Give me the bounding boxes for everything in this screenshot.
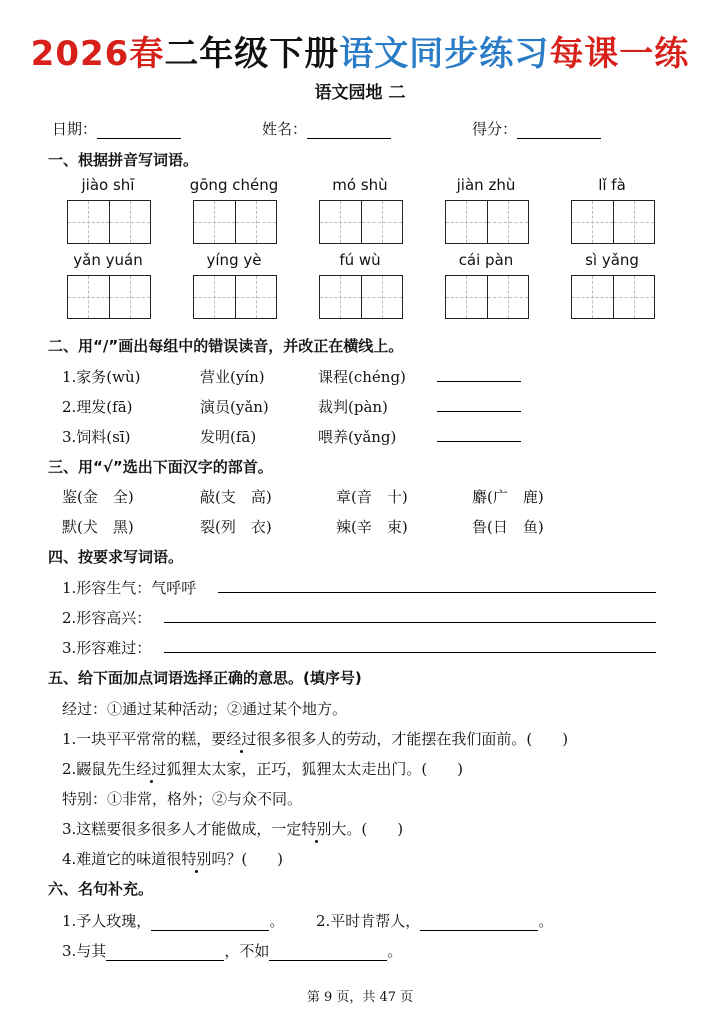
tianzige-box[interactable] — [319, 200, 403, 244]
pinyin-label: jiàn zhù — [456, 176, 516, 194]
section4-heading: 四、按要求写词语。 — [48, 548, 184, 566]
tianzige-box[interactable] — [193, 275, 277, 319]
dotted-word: 经过 — [136, 760, 167, 778]
section1-heading: 一、根据拼音写词语。 — [48, 151, 199, 169]
pinyin-label: jiào shī — [81, 176, 135, 194]
section5-heading: 五、给下面加点词语选择正确的意思。(填序号) — [48, 669, 362, 687]
quote-3: 3.与其 ，不如 。 — [62, 942, 403, 960]
word-item: 裁判(pàn) — [318, 398, 388, 416]
page-title — [0, 26, 720, 75]
radical-item: 章(音 十) — [336, 488, 408, 506]
pinyin-label: sì yǎng — [585, 251, 639, 269]
pinyin-label: mó shù — [332, 176, 388, 194]
question-2: 2.鼹鼠先生经过狐狸太太家，正巧，狐狸太太走出门。( ) — [62, 760, 464, 778]
radical-item: 鲁(日 鱼) — [472, 518, 544, 536]
pinyin-label: lǐ fà — [598, 176, 626, 194]
pinyin-label: gōng chéng — [189, 176, 279, 194]
tianzige-box[interactable] — [319, 275, 403, 319]
date-label: 日期： — [52, 120, 98, 138]
tianzige-box[interactable] — [445, 200, 529, 244]
definition-tebie: 特别：①非常，格外；②与众不同。 — [62, 790, 303, 808]
name-label: 姓名： — [262, 120, 308, 138]
quote-blank[interactable] — [151, 915, 269, 931]
pinyin-label: cái pàn — [458, 251, 514, 269]
radical-item: 鉴(金 全) — [62, 488, 134, 506]
title-part-practice: 语文同步练习 — [339, 34, 550, 74]
title-part-year: 2026春 — [30, 34, 165, 74]
section2-heading: 二、用“/”画出每组中的错误读音，并改正在横线上。 — [48, 337, 404, 355]
tianzige-box[interactable] — [67, 275, 151, 319]
radical-item: 敲(支 高) — [200, 488, 272, 506]
title-part-grade: 二年级下册 — [164, 34, 340, 74]
answer-blank[interactable] — [437, 426, 521, 442]
section3-heading: 三、用“√”选出下面汉字的部首。 — [48, 458, 273, 476]
dotted-word: 经过 — [226, 730, 257, 748]
tianzige-box[interactable] — [193, 200, 277, 244]
answer-line[interactable] — [218, 577, 656, 593]
question-1: 1.一块平平常常的糕，要经过很多很多人的劳动，才能摆在我们面前。( ) — [62, 730, 569, 748]
pinyin-label: yíng yè — [206, 251, 262, 269]
radical-item: 裂(列 衣) — [200, 518, 272, 536]
tianzige-box[interactable] — [571, 275, 655, 319]
dotted-word: 特别 — [181, 850, 212, 868]
word-prompt: 3.形容难过： — [62, 639, 152, 657]
answer-blank[interactable] — [437, 366, 521, 382]
quote-blank[interactable] — [106, 945, 224, 961]
word-prompt: 2.形容高兴： — [62, 609, 152, 627]
page-subtitle: 语文园地 二 — [314, 83, 406, 103]
radical-item: 麝(广 鹿) — [472, 488, 544, 506]
radical-item: 辣(辛 束) — [336, 518, 408, 536]
word-prompt: 1.形容生气：气呼呼 — [62, 579, 197, 597]
answer-line[interactable] — [164, 637, 656, 653]
definition-jingguo: 经过：①通过某种活动；②通过某个地方。 — [62, 700, 348, 718]
answer-line[interactable] — [164, 607, 656, 623]
pinyin-label: yǎn yuán — [73, 251, 143, 269]
word-item: 演员(yǎn) — [200, 398, 269, 416]
dotted-word: 特别 — [301, 820, 332, 838]
quote-2: 2.平时肯帮人， 。 — [316, 912, 554, 930]
name-blank[interactable] — [307, 123, 391, 139]
title-part-lesson: 每课一练 — [549, 34, 690, 74]
tianzige-box[interactable] — [571, 200, 655, 244]
pinyin-label: fú wù — [339, 251, 381, 269]
word-item: 3.饲料(sī) — [62, 428, 131, 446]
tianzige-box[interactable] — [67, 200, 151, 244]
question-3: 3.这糕要很多很多人才能做成，一定特别大。( ) — [62, 820, 404, 838]
word-item: 发明(fā) — [200, 428, 257, 446]
answer-blank[interactable] — [437, 396, 521, 412]
section6-heading: 六、名句补充。 — [48, 880, 154, 898]
name-field[interactable] — [262, 118, 391, 139]
date-field[interactable] — [52, 118, 181, 139]
question-4: 4.难道它的味道很特别吗？( ) — [62, 850, 284, 868]
word-item: 营业(yín) — [200, 368, 265, 386]
page-number: 第 9 页，共 47 页 — [306, 990, 414, 1005]
radical-item: 默(犬 黑) — [62, 518, 134, 536]
score-field[interactable] — [472, 118, 601, 139]
quote-blank[interactable] — [420, 915, 538, 931]
date-blank[interactable] — [97, 123, 181, 139]
word-item: 喂养(yǎng) — [318, 428, 397, 446]
word-item: 1.家务(wù) — [62, 368, 141, 386]
score-blank[interactable] — [517, 123, 601, 139]
word-item: 2.理发(fā) — [62, 398, 133, 416]
quote-blank[interactable] — [269, 945, 387, 961]
tianzige-box[interactable] — [445, 275, 529, 319]
word-item: 课程(chéng) — [318, 368, 406, 386]
score-label: 得分： — [472, 120, 518, 138]
quote-1: 1.予人玫瑰， 。 — [62, 912, 285, 930]
